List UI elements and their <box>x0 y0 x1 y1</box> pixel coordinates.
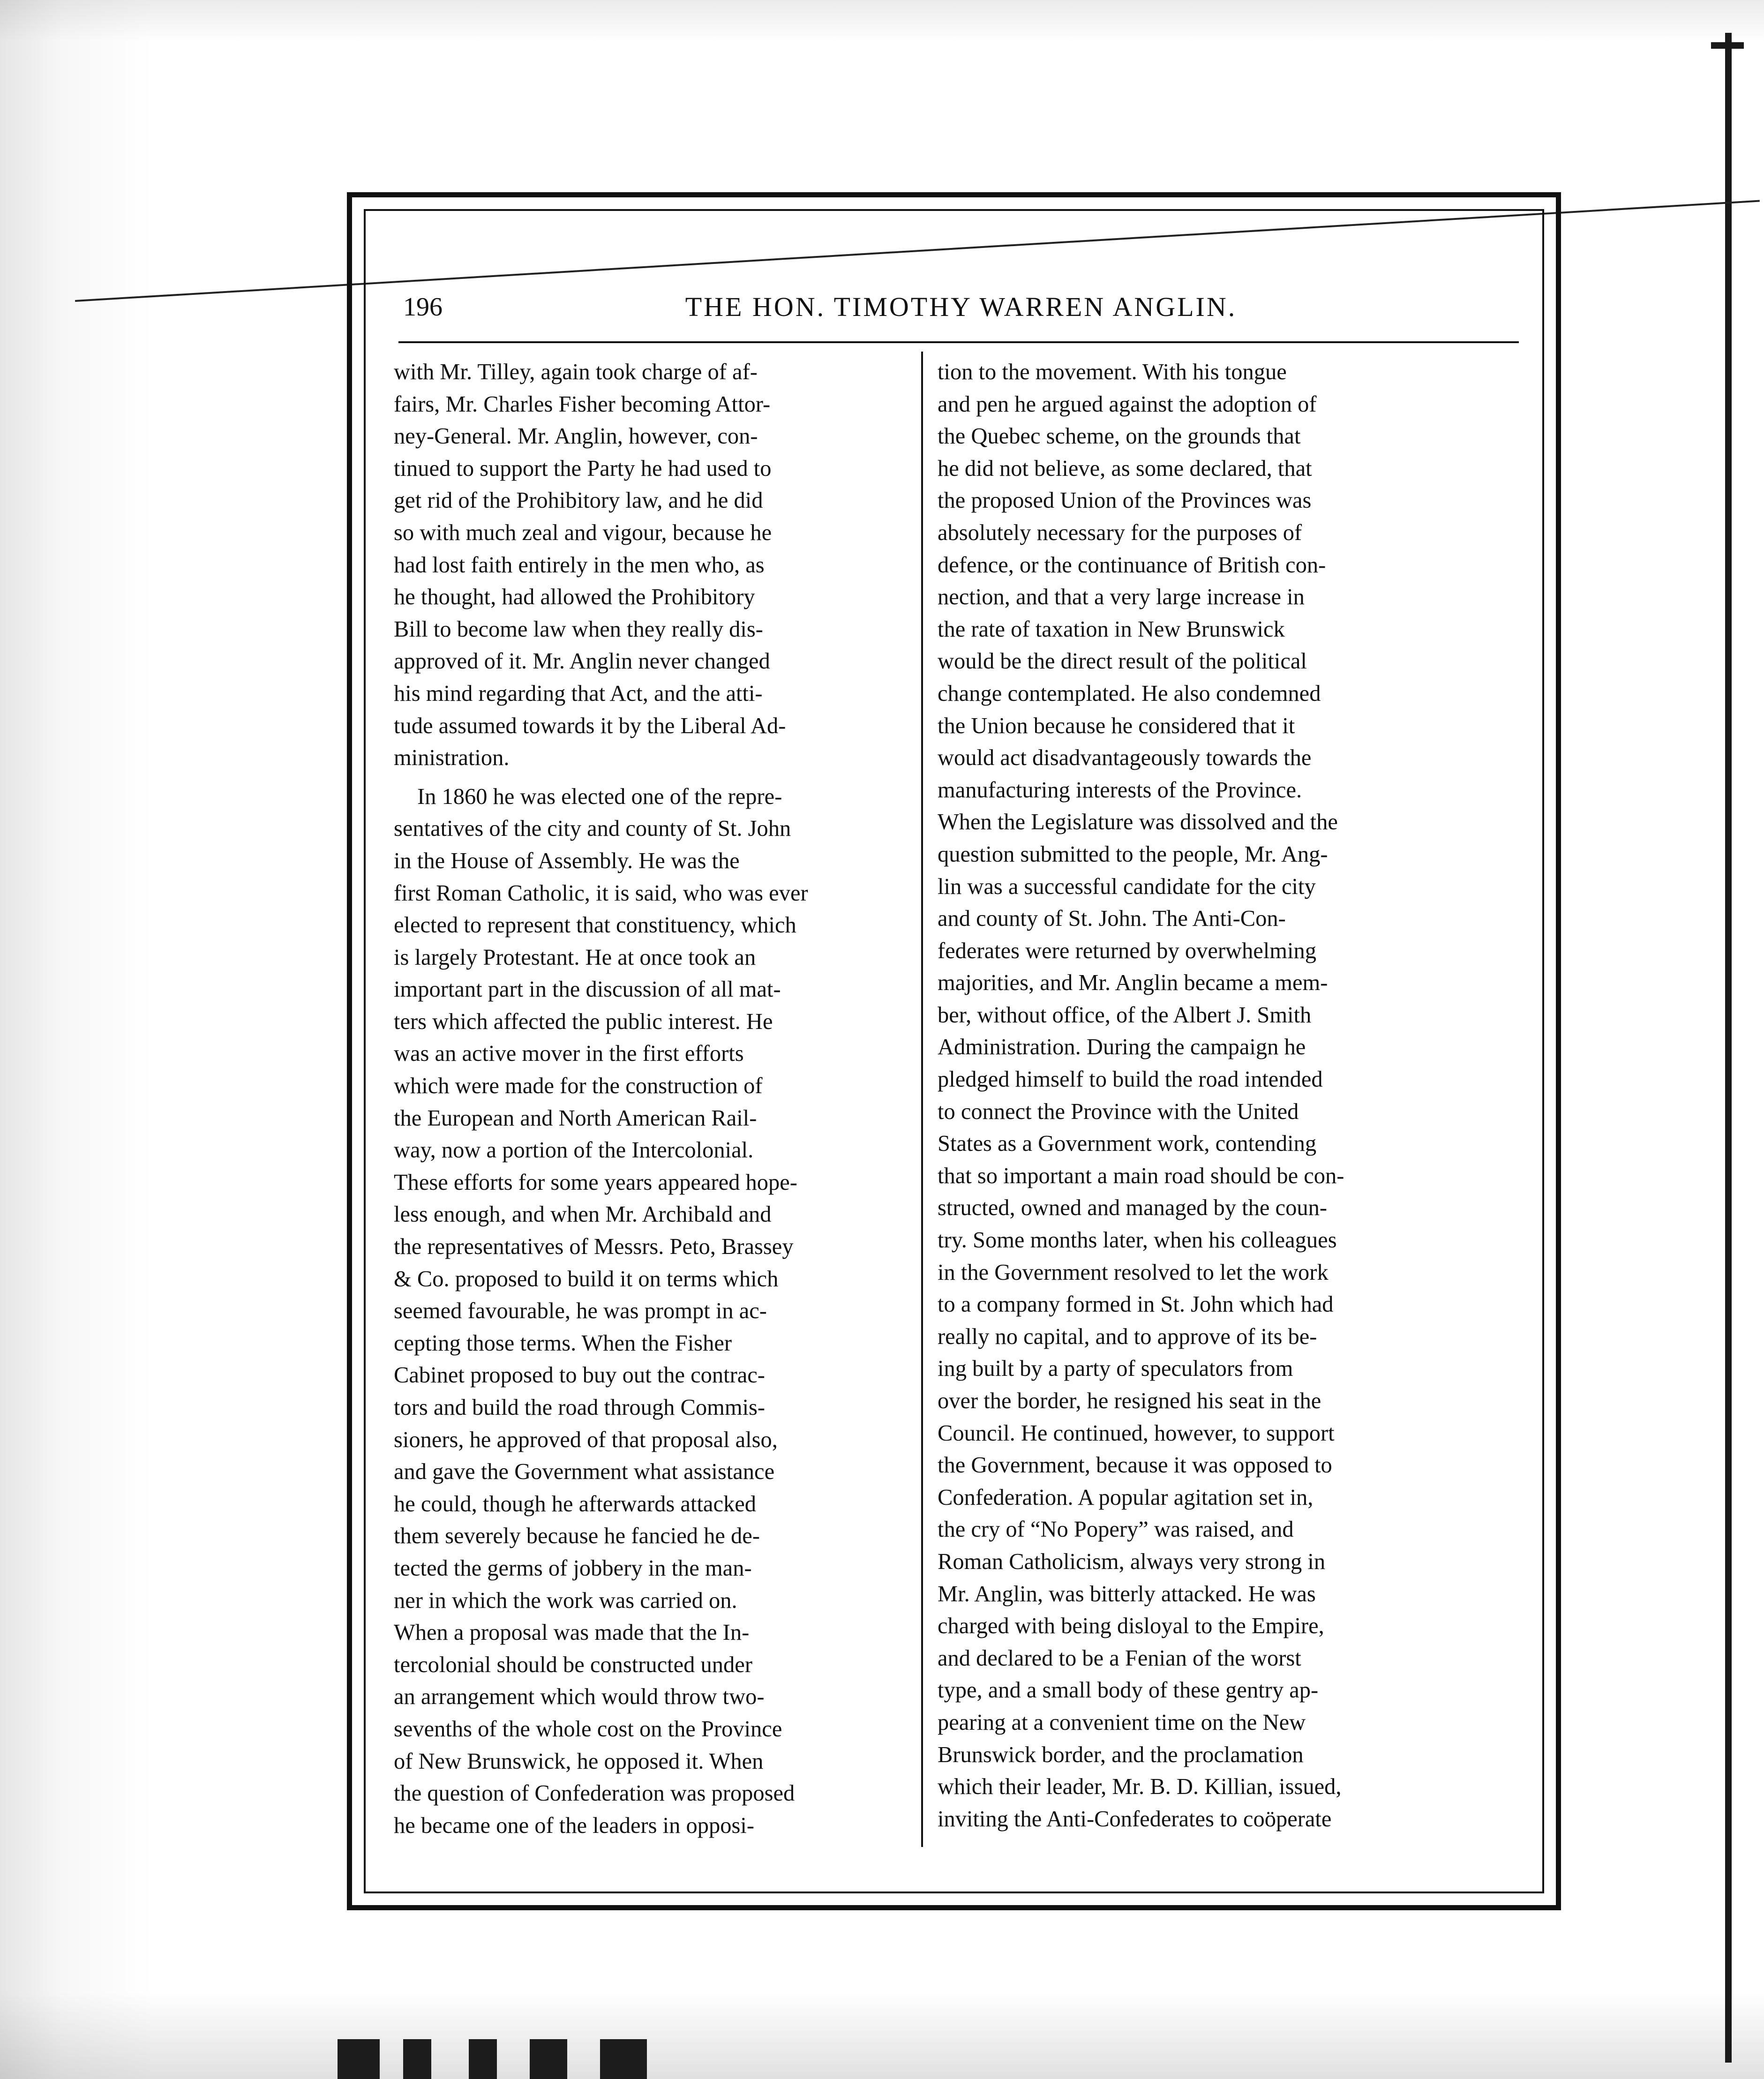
scan-bar-mark <box>600 2039 647 2079</box>
scan-edge-rule <box>1725 33 1732 2063</box>
scan-bar-mark <box>530 2039 567 2079</box>
paragraph: with Mr. Tilley, again took charge of af- fairs, Mr. Charles Fisher becoming Attor- ney-General. Mr. Anglin, however, con- tinued to support the Party he had used to get rid of the Prohibitory law, and he did so with much zeal and vigour, because he had lost faith entirely in the men who, as he thought, had allowed the Prohibitory Bill to become law when they really dis- approved of it. Mr. Anglin never changed his mind regarding that Act, and the atti- tude assumed towards it by the Liberal Ad- ministration. <box>394 360 786 771</box>
scan-shadow-bottom <box>0 1992 1764 2079</box>
left-column <box>394 356 909 1842</box>
scan-bar-mark <box>403 2039 431 2079</box>
running-title: THE HON. TIMOTHY WARREN ANGLIN. <box>685 292 1237 322</box>
scan-shadow-top <box>0 0 1764 42</box>
column-divider <box>921 352 923 1847</box>
scan-shadow-left <box>0 0 155 2079</box>
right-column <box>938 356 1453 1842</box>
paragraph: In 1860 he was elected one of the repre- sentatives of the city and county of St. John in the House of Assembly. He was the first Roman Catholic, it is said, who was ever elected to represent that constituency, which is largely Protestant. He at once took an important part in the discussion of all mat- ters which affected the public interest. He was an active mover in the first efforts which were made for the construction of the European and North American Rail- way, now a portion of the Intercolonial. These efforts for some years appeared hope- less enough, and when Mr. Archibald and the representatives of Messrs. Peto, Brassey & Co. proposed to build it on terms which seemed favourable, he was prompt in ac- cepting those terms. When the Fisher Cabinet proposed to buy out the contrac- tors and build the road through Commis- sioners, he approved of that proposal also, and gave the Government what assistance he could, though he afterwards attacked them severely because he fancied he de- tected the germs of jobbery in the man- ner in which the work was carried on. When a proposal was made that the In- tercolonial should be constructed under an arrangement which would throw two- sevenths of the whole cost on the Province of New Brunswick, he opposed it. When the question of Confederation was proposed he became one of the leaders in opposi- <box>394 784 808 1838</box>
paragraph: tion to the movement. With his tongue and pen he argued against the adoption of the Quebec scheme, on the grounds that he did not believe, as some declared, that the proposed Union of the Provinces was absolutely necessary for the purposes of defence, or the continuance of British con- nection, and that a very large increase in the rate of taxation in New Brunswick would be the direct result of the political change contemplated. He also condemned the Union because he considered that it would act disadvantageously towards the manufacturing interests of the Province. When the Legislature was dissolved and the question submitted to the people, Mr. Ang- lin was a successful candidate for the city and county of St. John. The Anti-Con- federates were returned by overwhelming majorities, and Mr. Anglin became a mem- ber, without office, of the Albert J. Smith Administration. During the campaign he pledged himself to build the road intended to connect the Province with the United States as a Government work, contending that so important a main road should be con- structed, owned and managed by the coun- try. Some months later, when his colleagues in the Government resolved to let the work to a company formed in St. John which had really no capital, and to approve of its be- ing built by a party of speculators from over the border, he resigned his seat in the Council. He continued, however, to support the Government, because it was opposed to Confederation. A popular agitation set in, the cry of “No Popery” was raised, and Roman Catholicism, always very strong in Mr. Anglin, was bitterly attacked. He was charged with being disloyal to the Empire, and declared to be a Fenian of the worst type, and a small body of these gentry ap- pearing at a convenient time on the New Brunswick border, and the proclamation which their leader, Mr. B. D. Killian, issued, inviting the Anti-Confederates to coöperate <box>938 360 1344 1831</box>
header-rule <box>398 341 1519 343</box>
scan-edge-tick <box>1711 42 1744 49</box>
running-head <box>403 286 1519 328</box>
scan-bar-mark <box>338 2039 380 2079</box>
scan-bar-mark <box>469 2039 497 2079</box>
page-number: 196 <box>403 293 443 322</box>
